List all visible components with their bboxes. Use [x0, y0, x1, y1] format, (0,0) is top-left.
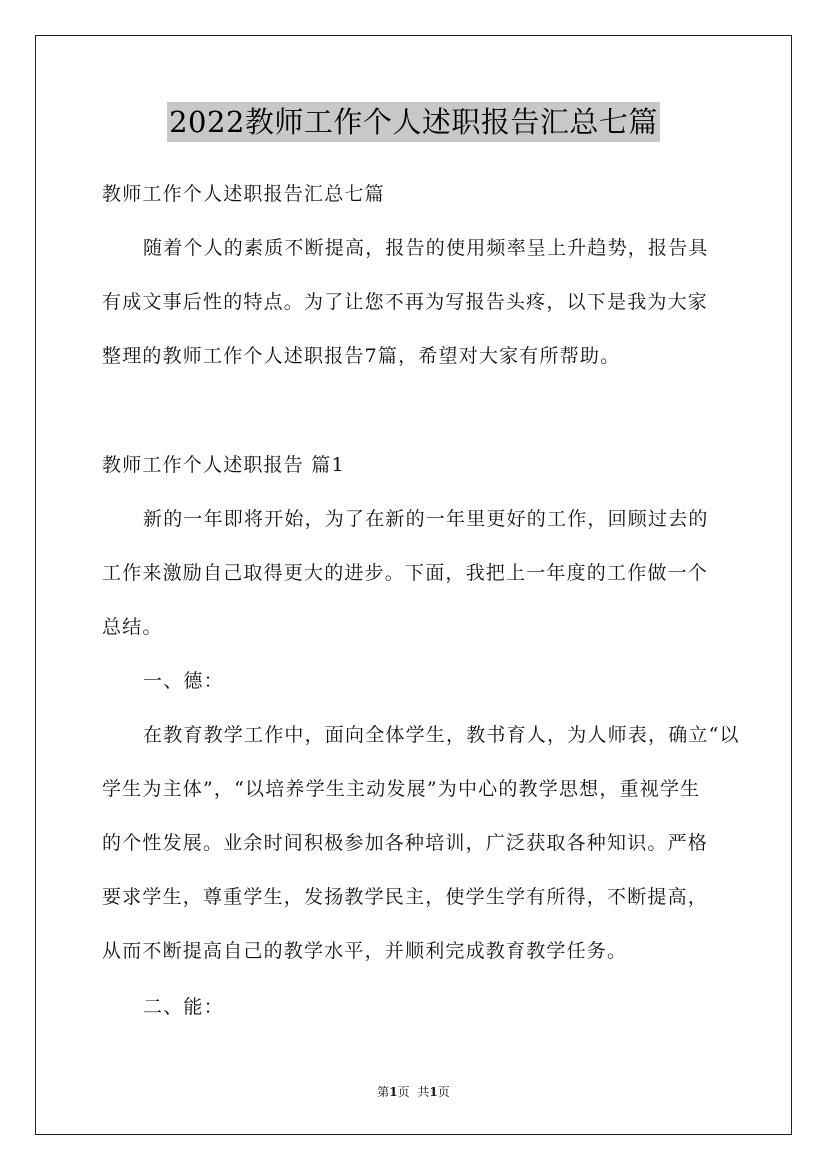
total-suffix: 页: [437, 1085, 450, 1099]
section-line-3: 总结。: [102, 616, 163, 638]
title-container: [0, 102, 827, 142]
virtue-line-4: 要求学生，尊重学生，发扬教学民主，使学生学有所得，不断提高，: [102, 886, 709, 908]
virtue-line-5: 从而不断提高自己的教学水平，并顺利完成教育教学任务。: [102, 940, 628, 962]
section-heading: 教师工作个人述职报告 篇1: [102, 454, 345, 476]
intro-line-3: 整理的教师工作个人述职报告7篇，希望对大家有所帮助。: [102, 345, 621, 367]
page-number: 1: [389, 1085, 398, 1099]
page-suffix: 页: [397, 1085, 410, 1099]
intro-line-2: 有成文事后性的特点。为了让您不再为写报告头疼，以下是我为大家: [102, 291, 709, 313]
ability-heading: 二、能：: [143, 996, 224, 1018]
virtue-line-3: 的个性发展。业余时间积极参加各种培训，广泛获取各种知识。严格: [102, 832, 709, 854]
document-title: 2022教师工作个人述职报告汇总七篇: [167, 102, 660, 142]
virtue-line-1: 在教育教学工作中，面向全体学生，教书育人，为人师表，确立“以: [143, 724, 740, 746]
page-prefix: 第: [377, 1085, 390, 1099]
page-footer: [0, 1084, 827, 1100]
intro-line-1: 随着个人的素质不断提高，报告的使用频率呈上升趋势，报告具: [143, 237, 709, 259]
virtue-line-2: 学生为主体”，“以培养学生主动发展”为中心的教学思想，重视学生: [102, 778, 701, 800]
document-subtitle: 教师工作个人述职报告汇总七篇: [102, 183, 385, 205]
virtue-heading: 一、德：: [143, 670, 224, 692]
total-pages: 1: [429, 1085, 438, 1099]
section-line-1: 新的一年即将开始，为了在新的一年里更好的工作，回顾过去的: [143, 508, 709, 530]
section-line-2: 工作来激励自己取得更大的进步。下面，我把上一年度的工作做一个: [102, 562, 709, 584]
total-prefix: 共: [417, 1085, 430, 1099]
